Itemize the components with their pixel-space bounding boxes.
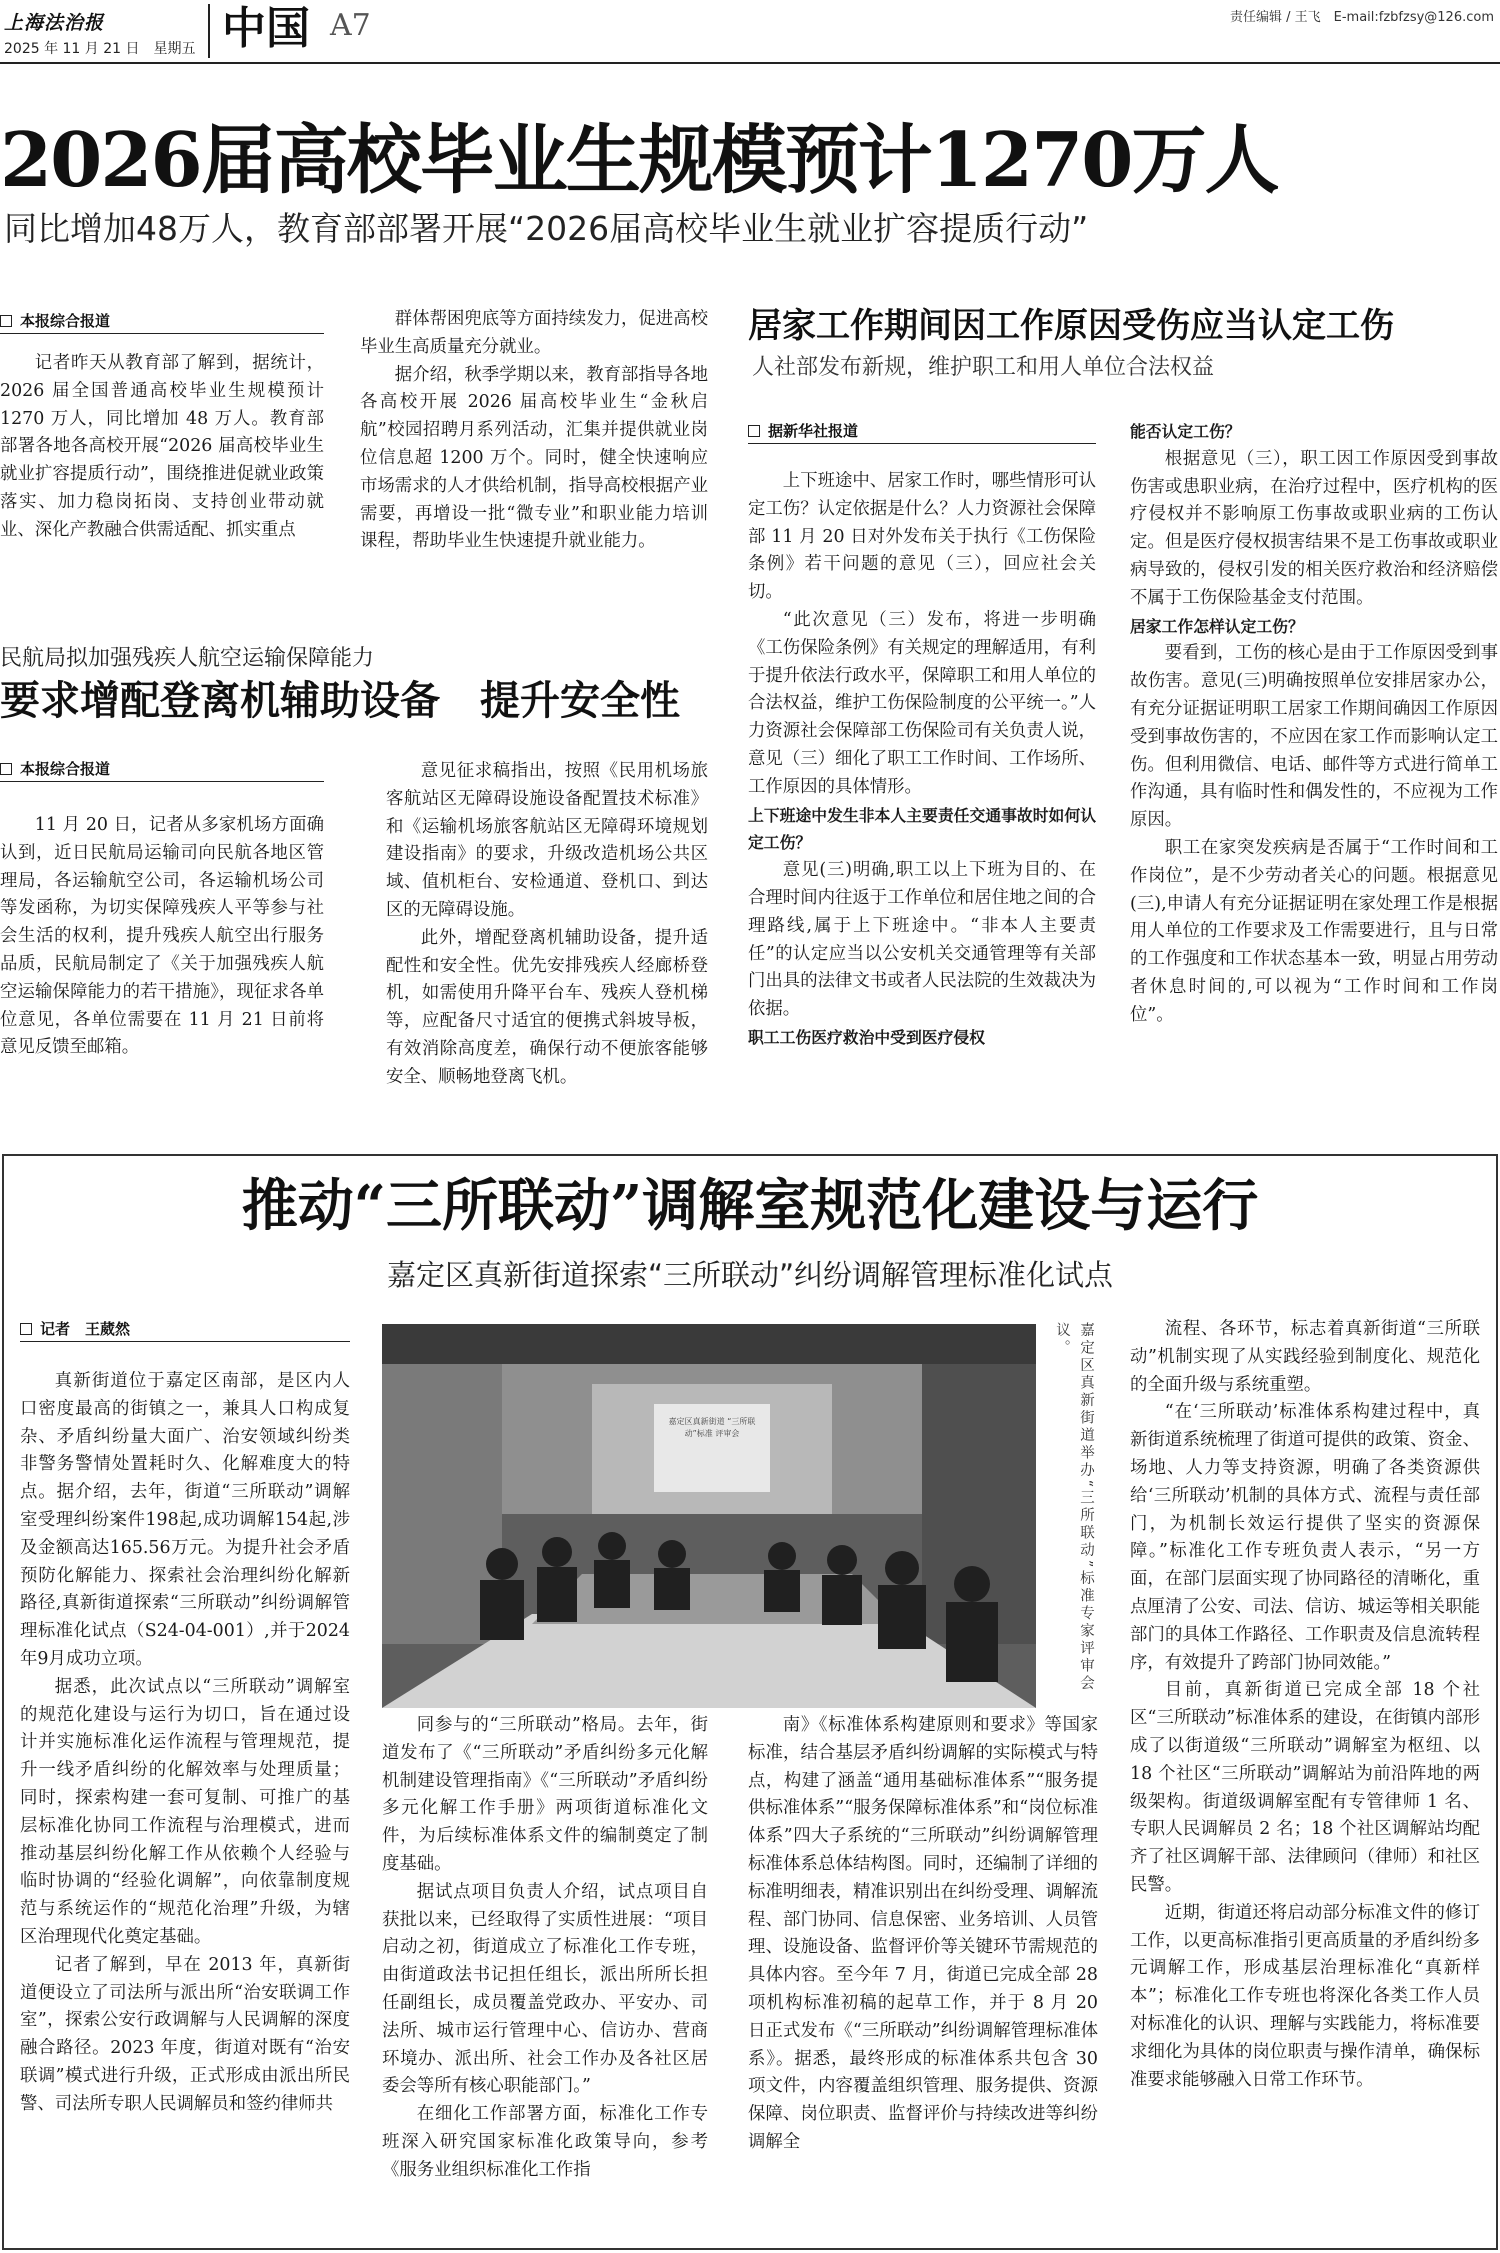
aviation-byline xyxy=(0,756,324,782)
paper-logo: 上海法治报 xyxy=(4,12,105,34)
paragraph: 上下班途中、居家工作时，哪些情形可认定工伤？认定依据是什么？人力资源社会保障部 11 月 20 日对外发布关于执行《工伤保险条例》若干问题的意见（三），回应社会关切。 xyxy=(748,471,1096,603)
feature-column-4 xyxy=(1130,1316,1480,2236)
feature-headline: 推动“三所联动”调解室规范化建设与运行 xyxy=(241,1173,1259,1239)
injury-subhead: 人社部发布新规，维护职工和用人单位合法权益 xyxy=(752,355,1215,380)
paragraph: 据试点项目负责人介绍，试点项目自获批以来，已经取得了实质性进展：“项目启动之初，街道成立了标准化工作专班，由街道政法书记担任组长，派出所所长担任副组长，成员覆盖党政办、平安办、司法所、城市运行管理中心、信访办、营商环境办、派出所、社会工作办及各社区居委会等所有核心职能部门。” xyxy=(382,1881,708,2097)
paragraph: 要看到，工伤的核心是由于工作原因受到事故伤害。意见(三)明确按照单位安排居家办公，有充分证据证明职工居家工作期间确因工作原因受到事故伤害的，不应因在家工作而影响认定工伤。但利用微信、电话、邮件等方式进行简单工作沟通，具有临时性和偶发性的，不应视为工作原因。 xyxy=(1130,643,1498,831)
question-heading: 职工工伤医疗救治中受到医疗侵权 xyxy=(748,1027,985,1047)
paragraph: 在细化工作部署方面，标准化工作专班深入研究国家标准化政策导向，参考《服务业组织标准化工作指 xyxy=(382,2104,708,2180)
lead-column-2 xyxy=(360,306,708,596)
byline-square-icon xyxy=(748,425,760,437)
paragraph: “在‘三所联动’标准体系构建过程中，真新街道系统梳理了街道可提供的政策、资金、场地、人力等支持资源，明确了各类资源供给‘三所联动’机制的具体方式、流程与责任部门，为机制长效运行提供了坚实的资源保障。”标准化工作专班负责人表示，“另一方面，在部门层面实现了协同路径的清晰化，重点厘清了公安、司法、信访、城运等相关职能部门的具体工作路径、工作职责及信息流转程序，有效提升了跨部门协同效能。” xyxy=(1130,1402,1480,1673)
section-name: 中国 xyxy=(222,3,310,54)
injury-column-1 xyxy=(748,468,1096,1098)
paragraph: 此外，增配登离机辅助设备，提升适配性和安全性。优先安排残疾人经廊桥登机，如需使用升降平台车、残疾人登机梯等，应配备尺寸适宜的便携式斜坡导板，有效消除高度差，确保行动不便旅客能够安全、顺畅地登离飞机。 xyxy=(386,927,708,1087)
photo-illustration xyxy=(382,1324,1036,1708)
meeting-photo xyxy=(382,1324,1036,1708)
lead-byline xyxy=(0,308,324,334)
paragraph: 真新街道位于嘉定区南部，是区内人口密度最高的街镇之一，兼具人口构成复杂、矛盾纠纷量大面广、治安领域纠纷类非警务警情处置耗时久、化解难度大的特点。据介绍，去年，街道“三所联动”调解室受理纠纷案件198起,成功调解154起,涉及金额高达165.56万元。为提升社会矛盾预防化解能力、探索社会治理纠纷化解新路径,真新街道探索“三所联动”纠纷调解管理标准化试点（S24-04-001）,并于2024年9月成功立项。 xyxy=(20,1371,350,1669)
paragraph: 职工在家突发疾病是否属于“工作时间和工作岗位”，是不少劳动者关心的问题。根据意见(三),申请人有充分证据证明在家处理工作是根据用人单位的工作要求及工作需要进行，且与日常的工作强度和工作状态基本一致，明显占用劳动者休息时间的,可以视为“工作时间和工作岗位”。 xyxy=(1130,837,1498,1025)
paragraph: 意见征求稿指出，按照《民用机场旅客航站区无障碍设施设备配置技术标准》和《运输机场旅客航站区无障碍环境规划建设指南》的要求，升级改造机场公共区域、值机柜台、安检通道、登机口、到达区的无障碍设施。 xyxy=(386,761,708,920)
question-heading: 能否认定工伤？ xyxy=(1130,422,1241,441)
paragraph: 根据意见（三），职工因工作原因受到事故伤害或患职业病，在治疗过程中，医疗机构的医疗侵权并不影响原工伤事故或职业病的工伤认定。但是医疗侵权损害结果不是工伤事故或职业病导致的，侵权引发的相关医疗救治和经济赔偿不属于工伤保险基金支付范围。 xyxy=(1130,448,1498,608)
feature-byline xyxy=(20,1316,350,1342)
paragraph: 意见(三)明确,职工以上下班为目的、在合理时间内往返于工作单位和居住地之间的合理路线,属于上下班途中。“非本人主要责任”的认定应当以公安机关交通管理等有关部门出具的法律文书或者人民法院的生效裁决为依据。 xyxy=(748,860,1096,1020)
paragraph: 记者了解到，早在 2013 年，真新街道便设立了司法所与派出所“治安联调工作室”，探索公安行政调解与人民调解的深度融合路径。2023 年度，街道对既有“治安联调”模式进行升级，正式形成由派出所民警、司法所专职人民调解员和签约律师共 xyxy=(20,1954,350,2114)
paragraph: 据悉，此次试点以“三所联动”调解室的规范化建设与运行为切口，旨在通过设计并实施标准化运作流程与管理规范，提升一线矛盾纠纷的化解效率与处理质量；同时，探索构建一套可复制、可推广的基层标准化协同工作流程与治理模式，进而推动基层纠纷化解工作从依赖个人经验与临时协调的“经验化调解”，向依靠制度规范与系统运作的“规范化治理”升级，为辖区治理现代化奠定基础。 xyxy=(20,1676,350,1947)
feature-column-2 xyxy=(382,1712,708,2236)
paragraph: 近期，街道还将启动部分标准文件的修订工作，以更高标准指引更高质量的矛盾纠纷多元调解工作，形成基层治理标准化“真新样本”；标准化工作专班也将深化各类工作人员对标准化的认识、理解与实践能力，将标准要求细化为具体的岗位职责与操作清单，确保标准要求能够融入日常工作环节。 xyxy=(1130,1902,1480,2090)
feature-column-3 xyxy=(748,1712,1098,2236)
paragraph: 群体帮困兜底等方面持续发力，促进高校毕业生高质量充分就业。 xyxy=(360,309,708,357)
editor-info: 责任编辑 / 王飞 E-mail:fzbfzsy@126.com xyxy=(1229,10,1494,25)
feature-byline-text: 记者 王葳然 xyxy=(40,1320,131,1338)
aviation-column-2 xyxy=(386,758,708,1098)
paragraph: 记者昨天从教育部了解到，据统计，2026 届全国普通高校毕业生规模预计 1270 万人，同比增加 48 万人。教育部部署各地各高校开展“2026 届高校毕业生就业扩容提质行动”，围绕推进促就业政策落实、加力稳岗拓岗、支持创业带动就业、深化产教融合供需适配、抓实重点 xyxy=(0,353,324,540)
photo-screen-text: 嘉定区真新街道 “三所联动”标准 评审会 xyxy=(668,1417,756,1438)
lead-subhead: 同比增加48万人，教育部部署开展“2026届高校毕业生就业扩容提质行动” xyxy=(4,209,1089,248)
question-heading: 居家工作怎样认定工伤？ xyxy=(1130,616,1304,636)
injury-byline xyxy=(748,418,1096,444)
page-number: A7 xyxy=(330,8,371,43)
lead-headline: 2026届高校毕业生规模预计1270万人 xyxy=(0,116,1278,204)
masthead-divider xyxy=(208,4,210,58)
byline-square-icon xyxy=(0,315,12,327)
injury-headline: 居家工作期间因工作原因受伤应当认定工伤 xyxy=(748,306,1394,346)
masthead xyxy=(0,0,1500,62)
issue-date: 2025 年 11 月 21 日 星期五 xyxy=(4,41,196,57)
paragraph: 同参与的“三所联动”格局。去年，街道发布了《“三所联动”矛盾纠纷多元化解机制建设管理指南》《“三所联动”矛盾纠纷多元化解工作手册》两项街道标准化文件，为后续标准体系文件的编制奠定了制度基础。 xyxy=(382,1715,708,1874)
question-heading: 上下班途中发生非本人主要责任交通事故时如何认定工伤？ xyxy=(748,805,1096,853)
feature-subhead: 嘉定区真新街道探索“三所联动”纠纷调解管理标准化试点 xyxy=(386,1258,1114,1292)
aviation-byline-text: 本报综合报道 xyxy=(20,760,111,778)
aviation-headline: 要求增配登离机辅助设备 提升安全性 xyxy=(0,677,680,724)
masthead-rule xyxy=(0,62,1500,64)
paragraph: 南》《标准体系构建原则和要求》等国家标准，结合基层矛盾纠纷调解的实际模式与特点，构建了涵盖“通用基础标准体系”“服务提供标准体系”“服务保障标准体系”和“岗位标准体系”四大子系统的“三所联动”纠纷调解管理标准体系总体结构图。同时，还编制了详细的标准明细表，精准识别出在纠纷受理、调解流程、部门协同、信息保密、业务培训、人员管理、设施设备、监督评价等关键环节需规范的具体内容。至今年 7 月，街道已完成全部 28 项机构标准初稿的起草工作，并于 8 月 20 日正式发布《“三所联动”纠纷调解管理标准体系》。据悉，最终形成的标准体系共包含 30 项文件，内容覆盖组织管理、服务提供、资源保障、岗位职责、监督评价与持续改进等纠纷调解全 xyxy=(748,1715,1098,2152)
feature-column-1 xyxy=(20,1368,350,2236)
byline-square-icon xyxy=(20,1323,32,1335)
lead-byline-text: 本报综合报道 xyxy=(20,312,111,330)
aviation-kicker: 民航局拟加强残疾人航空运输保障能力 xyxy=(0,646,375,671)
paragraph: 目前，真新街道已完成全部 18 个社区“三所联动”标准体系的建设，在街镇内部形成了以街道级“三所联动”调解室为枢纽、以 18 个社区“三所联动”调解站为前沿阵地的两级架构。街道级调解室配有专管律师 1 名、专职人民调解员 2 名；18 个社区调解站均配齐了社区调解干部、法律顾问（律师）和社区民警。 xyxy=(1130,1680,1480,1895)
aviation-column-1 xyxy=(0,812,324,1102)
photo-caption: 嘉定区真新街道举办“三所联动”标准专家评审会议。 xyxy=(1054,1322,1094,1693)
injury-byline-text: 据新华社报道 xyxy=(768,422,859,440)
lead-column-1 xyxy=(0,350,324,590)
paragraph: 据介绍，秋季学期以来，教育部指导各地各高校开展 2026 届高校毕业生“金秋启航”校园招聘月系列活动，汇集并提供就业岗位信息超 1200 万个。同时，健全快速响应市场需求的人才供给机制，指导高校根据产业需要，再增设一批“微专业”和职业能力培训课程，帮助毕业生快速提升就业能力。 xyxy=(360,364,708,552)
byline-square-icon xyxy=(0,763,12,775)
paragraph: 11 月 20 日，记者从多家机场方面确认到，近日民航局运输司向民航各地区管理局，各运输航空公司，各运输机场公司等发函称，为切实保障残疾人平等参与社会生活的权利，提升残疾人航空出行服务品质，民航局制定了《关于加强残疾人航空运输保障能力的若干措施》，现征求各单位意见，各单位需要在 11 月 21 日前将意见反馈至邮箱。 xyxy=(0,815,324,1058)
paragraph: “此次意见（三）发布，将进一步明确《工伤保险条例》有关规定的理解适用，有利于提升依法行政水平，保障职工和用人单位的合法权益，维护工伤保险制度的公平统一。”人力资源社会保障部工伤保险司有关负责人说，意见（三）细化了职工工作时间、工作场所、工作原因的具体情形。 xyxy=(748,609,1096,797)
injury-column-2 xyxy=(1130,418,1498,1098)
paragraph: 流程、各环节，标志着真新街道“三所联动”机制实现了从实践经验到制度化、规范化的全面升级与系统重塑。 xyxy=(1130,1319,1480,1395)
